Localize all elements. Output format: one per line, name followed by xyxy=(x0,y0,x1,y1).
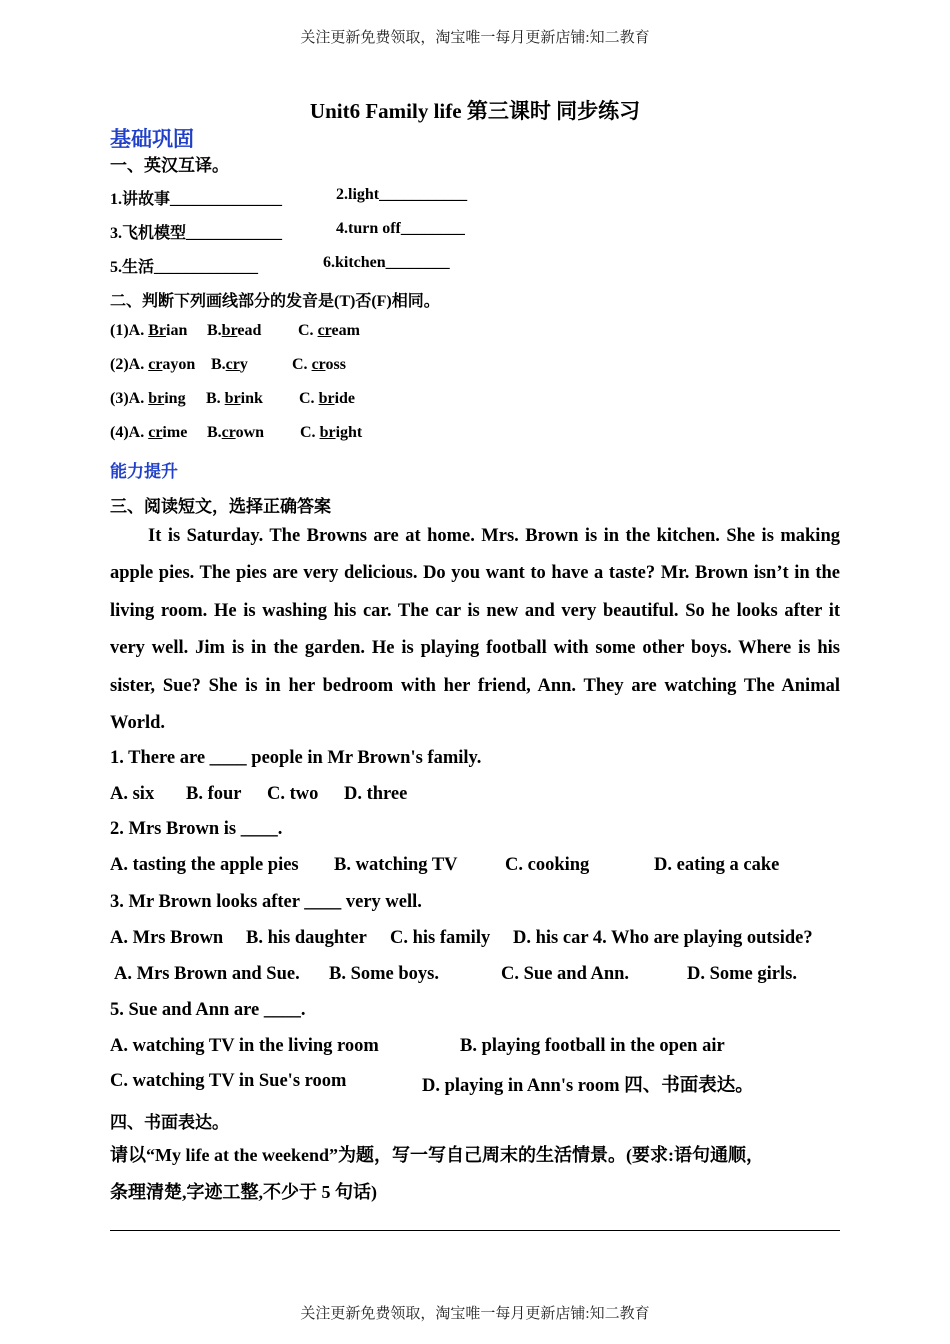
option: C. his family xyxy=(390,928,491,948)
translation-item: 3.飞机模型____________ xyxy=(110,225,283,242)
option: D. playing in Ann's room 四、书面表达。 xyxy=(422,1076,754,1096)
underlined-letters: cr xyxy=(311,356,326,373)
option: B. playing football in the open air xyxy=(460,1036,725,1056)
word-rest: ime xyxy=(162,424,188,441)
question-2: 2. Mrs Brown is ____. xyxy=(110,819,283,839)
underlined-letters: br xyxy=(319,424,336,441)
option: C. cooking xyxy=(505,855,590,875)
option: A. tasting the apple pies xyxy=(110,855,299,875)
question-1: 1. There are ____ people in Mr Brown's family. xyxy=(110,748,482,768)
word-rest: y xyxy=(239,356,248,373)
underlined-letters: cr xyxy=(225,356,240,373)
underlined-letters: br xyxy=(224,390,241,407)
translation-item: 4.turn off________ xyxy=(336,220,465,237)
option-letter: C. xyxy=(298,322,318,339)
section-basic-heading: 基础巩固 xyxy=(110,127,194,151)
underlined-letters: Br xyxy=(148,322,166,339)
underlined-letters: cr xyxy=(221,424,236,441)
word-rest: ing xyxy=(164,390,186,407)
row-number: (4)A. xyxy=(110,424,149,441)
page-footer: 关注更新免费领取，淘宝唯一每月更新店铺:知二教育 xyxy=(300,1306,650,1322)
word-rest: ead xyxy=(237,322,262,339)
word-rest: eam xyxy=(331,322,360,339)
word-rest: own xyxy=(235,424,265,441)
option: B. four xyxy=(186,784,242,804)
phonics-row xyxy=(110,356,346,374)
option: C. two xyxy=(267,784,319,804)
option-letter: B. xyxy=(207,424,222,441)
row-number: (1)A. xyxy=(110,322,149,339)
phonics-row xyxy=(110,424,363,442)
option: A. Mrs Brown xyxy=(110,928,224,948)
word-rest: ayon xyxy=(162,356,196,373)
option: A. six xyxy=(110,784,155,804)
option: D. Some girls. xyxy=(687,964,797,984)
translation-item: 6.kitchen________ xyxy=(323,254,450,271)
translation-item: 2.light___________ xyxy=(336,186,468,203)
word-rest: ian xyxy=(166,322,188,339)
option: C. Sue and Ann. xyxy=(501,964,630,984)
translation-row xyxy=(110,186,468,209)
row-number: (3)A. xyxy=(110,390,149,407)
underlined-letters: br xyxy=(318,390,335,407)
writing-prompt-line-1: 请以“My life at the weekend”为题，写一写自己周末的生活情景。(要求:语句通顺， xyxy=(110,1145,764,1165)
option-letter: B. xyxy=(211,356,226,373)
part3-heading: 三、阅读短文，选择正确答案 xyxy=(110,497,331,516)
option: D. three xyxy=(344,784,408,804)
translation-item: 1.讲故事______________ xyxy=(110,191,283,208)
underlined-letters: br xyxy=(221,322,238,339)
word-rest: ight xyxy=(335,424,363,441)
option: D. his car 4. Who are playing outside? xyxy=(513,928,813,948)
word-rest: ink xyxy=(240,390,263,407)
writing-prompt-line-2: 条理清楚,字迹工整,不少于 5 句话) xyxy=(110,1182,377,1202)
option-letter: C. xyxy=(300,424,320,441)
underlined-letters: cr xyxy=(148,356,163,373)
option-letter: C. xyxy=(292,356,312,373)
underlined-letters: br xyxy=(148,390,165,407)
option-letter: B. xyxy=(206,390,225,407)
word-rest: oss xyxy=(325,356,346,373)
option: A. Mrs Brown and Sue. xyxy=(114,964,300,984)
page-title: Unit6 Family life 第三课时 同步练习 xyxy=(309,99,641,123)
translation-row xyxy=(110,220,465,243)
option: C. watching TV in Sue's room xyxy=(110,1071,347,1091)
part2-heading: 二、判断下列画线部分的发音是(T)否(F)相同。 xyxy=(110,293,440,310)
question-5: 5. Sue and Ann are ____. xyxy=(110,1000,306,1020)
section-ability-heading: 能力提升 xyxy=(110,462,178,481)
option: B. Some boys. xyxy=(329,964,439,984)
option: D. eating a cake xyxy=(654,855,780,875)
phonics-row xyxy=(110,322,360,340)
translation-item: 5.生活_____________ xyxy=(110,259,259,276)
option: A. watching TV in the living room xyxy=(110,1036,379,1056)
reading-passage: It is Saturday. The Browns are at home. Mrs. Brown is in the kitchen. She is making apple pies. The pies are very delicious. Do you want to have a taste? Mr. Brown isn’t in the living room. He is washing his car. The car is new and very beautiful. So he looks after it very well. Jim is in the garden. He is playing football with some other boys. Where is his sister, Sue? She is in her bedroom with her friend, Ann. They are watching The Animal World. xyxy=(110,526,840,734)
translation-row xyxy=(110,254,450,277)
option: B. his daughter xyxy=(246,928,367,948)
phonics-row xyxy=(110,390,356,408)
option-letter: C. xyxy=(299,390,319,407)
option: B. watching TV xyxy=(334,855,458,875)
row-number: (2)A. xyxy=(110,356,149,373)
word-rest: ide xyxy=(334,390,356,407)
writing-answer-line[interactable] xyxy=(110,1230,840,1231)
question-3: 3. Mr Brown looks after ____ very well. xyxy=(110,892,422,912)
underlined-letters: cr xyxy=(317,322,332,339)
underlined-letters: cr xyxy=(148,424,163,441)
option-letter: B. xyxy=(207,322,222,339)
part4-heading: 四、书面表达。 xyxy=(110,1113,229,1132)
page-header: 关注更新免费领取，淘宝唯一每月更新店铺:知二教育 xyxy=(300,30,650,46)
part1-heading: 一、英汉互译。 xyxy=(110,156,229,175)
